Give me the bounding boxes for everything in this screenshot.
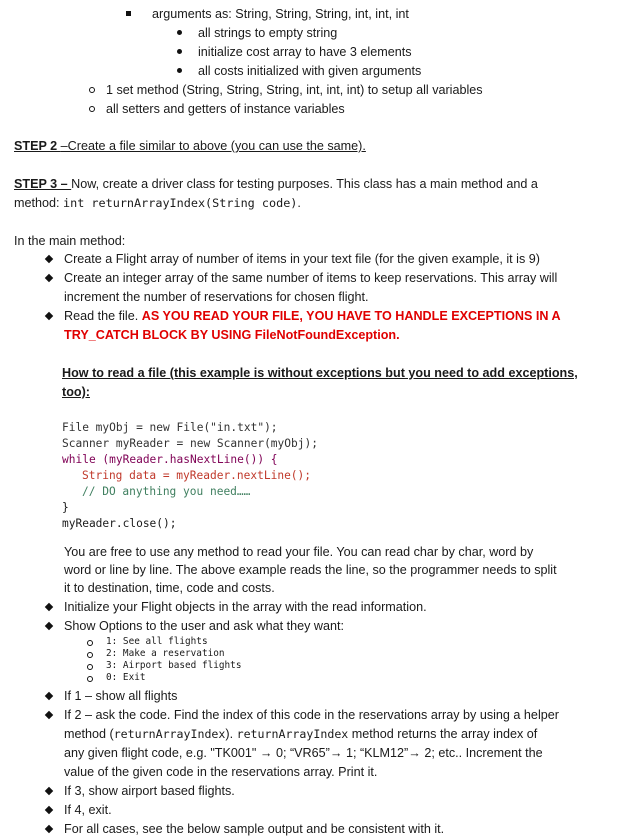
bullet-if2-l2	[64, 726, 537, 742]
if2-text-a: method (	[64, 727, 114, 741]
code-line-5: // DO anything you need……	[82, 485, 251, 498]
circle-bullet-icon	[87, 652, 93, 658]
code-line-1: File myObj = new File("in.txt");	[62, 421, 278, 434]
diamond-bullet-icon	[45, 692, 53, 700]
bullet-if2-l4: value of the given code in the reservations array. Print it.	[64, 765, 378, 779]
option-3: 3: Airport based flights	[106, 660, 242, 671]
circle-bullet-icon	[87, 664, 93, 670]
bullet-if2-l3: any given flight code, e.g. "TK001" → 0; “VR65”→ 1; “KLM12”→ 2; etc.. Increment the	[64, 746, 543, 760]
code-line-6: }	[62, 501, 69, 514]
bullet-init-flights: Initialize your Flight objects in the array with the read information.	[64, 600, 427, 614]
bullet-int-array-l2: increment the number of reservations for chosen flight.	[64, 290, 369, 304]
option-2: 2: Make a reservation	[106, 648, 225, 659]
diamond-bullet-icon	[45, 312, 53, 320]
sub-item-strings: all strings to empty string	[198, 26, 338, 40]
diamond-bullet-icon	[45, 274, 53, 282]
step3-text2-prefix: method:	[14, 196, 64, 210]
if2-text-e: method returns the array index of	[348, 727, 538, 741]
args-line: arguments as: String, String, String, int, int, int	[152, 7, 409, 21]
bullet-show-options: Show Options to the user and ask what they want:	[64, 619, 345, 633]
dot-bullet-icon	[177, 30, 182, 35]
bullet-all-cases: For all cases, see the below sample output and be consistent with it.	[64, 822, 445, 836]
code-line-7: myReader.close();	[62, 517, 177, 530]
step2-text: –Create a file similar to above (you can use the same).	[60, 139, 366, 153]
para-line-3: it to destination, time, code and costs.	[64, 581, 275, 595]
para-line-2: word or line by line. The above example reads the line, so the programmer needs to split	[64, 563, 557, 577]
if2-text-c: ).	[225, 727, 237, 741]
exception-warning: AS YOU READ YOUR FILE, YOU HAVE TO HANDLE EXCEPTIONS IN A	[141, 309, 561, 323]
step2-line	[14, 138, 366, 154]
howto-heading-l2: too):	[62, 385, 90, 399]
read-file-prefix: Read the file.	[64, 309, 142, 323]
diamond-bullet-icon	[45, 787, 53, 795]
code-line-3: while (myReader.hasNextLine()) {	[62, 453, 278, 466]
square-bullet-icon	[126, 11, 131, 16]
step3-text2-suffix: .	[297, 196, 301, 210]
diamond-bullet-icon	[45, 622, 53, 630]
bullet-if3: If 3, show airport based flights.	[64, 784, 235, 798]
bullet-if2-l1: If 2 – ask the code. Find the index of this code in the reservations array by using a helper	[64, 708, 559, 722]
code-line-2: Scanner myReader = new Scanner(myObj);	[62, 437, 318, 450]
option-0: 0: Exit	[106, 672, 146, 683]
para-line-1: You are free to use any method to read your file. You can read char by char, word by	[64, 545, 534, 559]
bullet-flight-array: Create a Flight array of number of items in your text file (for the given example, it is 9)	[64, 252, 540, 266]
step3-text1: Now, create a driver class for testing purposes. This class has a main method and a	[71, 177, 538, 191]
circle-bullet-icon	[89, 106, 95, 112]
step3-line1	[14, 176, 538, 192]
bullet-int-array-l1: Create an integer array of the same number of items to keep reservations. This array will	[64, 271, 558, 285]
circle-bullet-icon	[89, 87, 95, 93]
if2-method-ref-2: returnArrayIndex	[236, 727, 349, 741]
step2-label: STEP 2	[14, 139, 61, 153]
step3-method-signature: int returnArrayIndex(String code)	[63, 196, 298, 210]
step3-line2	[14, 195, 301, 211]
bullet-read-file-l2: TRY_CATCH BLOCK BY USING FileNotFoundException.	[64, 328, 400, 342]
set-method-item: 1 set method (String, String, String, int, int, int) to setup all variables	[106, 83, 483, 97]
circle-bullet-icon	[87, 640, 93, 646]
diamond-bullet-icon	[45, 825, 53, 833]
bullet-if4: If 4, exit.	[64, 803, 112, 817]
option-1: 1: See all flights	[106, 636, 208, 647]
getters-item: all setters and getters of instance variables	[106, 102, 345, 116]
circle-bullet-icon	[87, 676, 93, 682]
code-line-4: String data = myReader.nextLine();	[82, 469, 312, 482]
step3-label: STEP 3 –	[14, 177, 72, 191]
bullet-read-file-l1	[64, 308, 561, 324]
diamond-bullet-icon	[45, 806, 53, 814]
bullet-if1: If 1 – show all flights	[64, 689, 178, 703]
howto-heading-l1: How to read a file (this example is without exceptions but you need to add exceptions,	[62, 366, 578, 380]
dot-bullet-icon	[177, 49, 182, 54]
if2-method-ref-1: returnArrayIndex	[113, 727, 226, 741]
main-method-heading: In the main method:	[14, 234, 126, 248]
sub-item-cost-array: initialize cost array to have 3 elements	[198, 45, 412, 59]
dot-bullet-icon	[177, 68, 182, 73]
diamond-bullet-icon	[45, 603, 53, 611]
diamond-bullet-icon	[45, 255, 53, 263]
diamond-bullet-icon	[45, 711, 53, 719]
sub-item-costs: all costs initialized with given arguments	[198, 64, 422, 78]
